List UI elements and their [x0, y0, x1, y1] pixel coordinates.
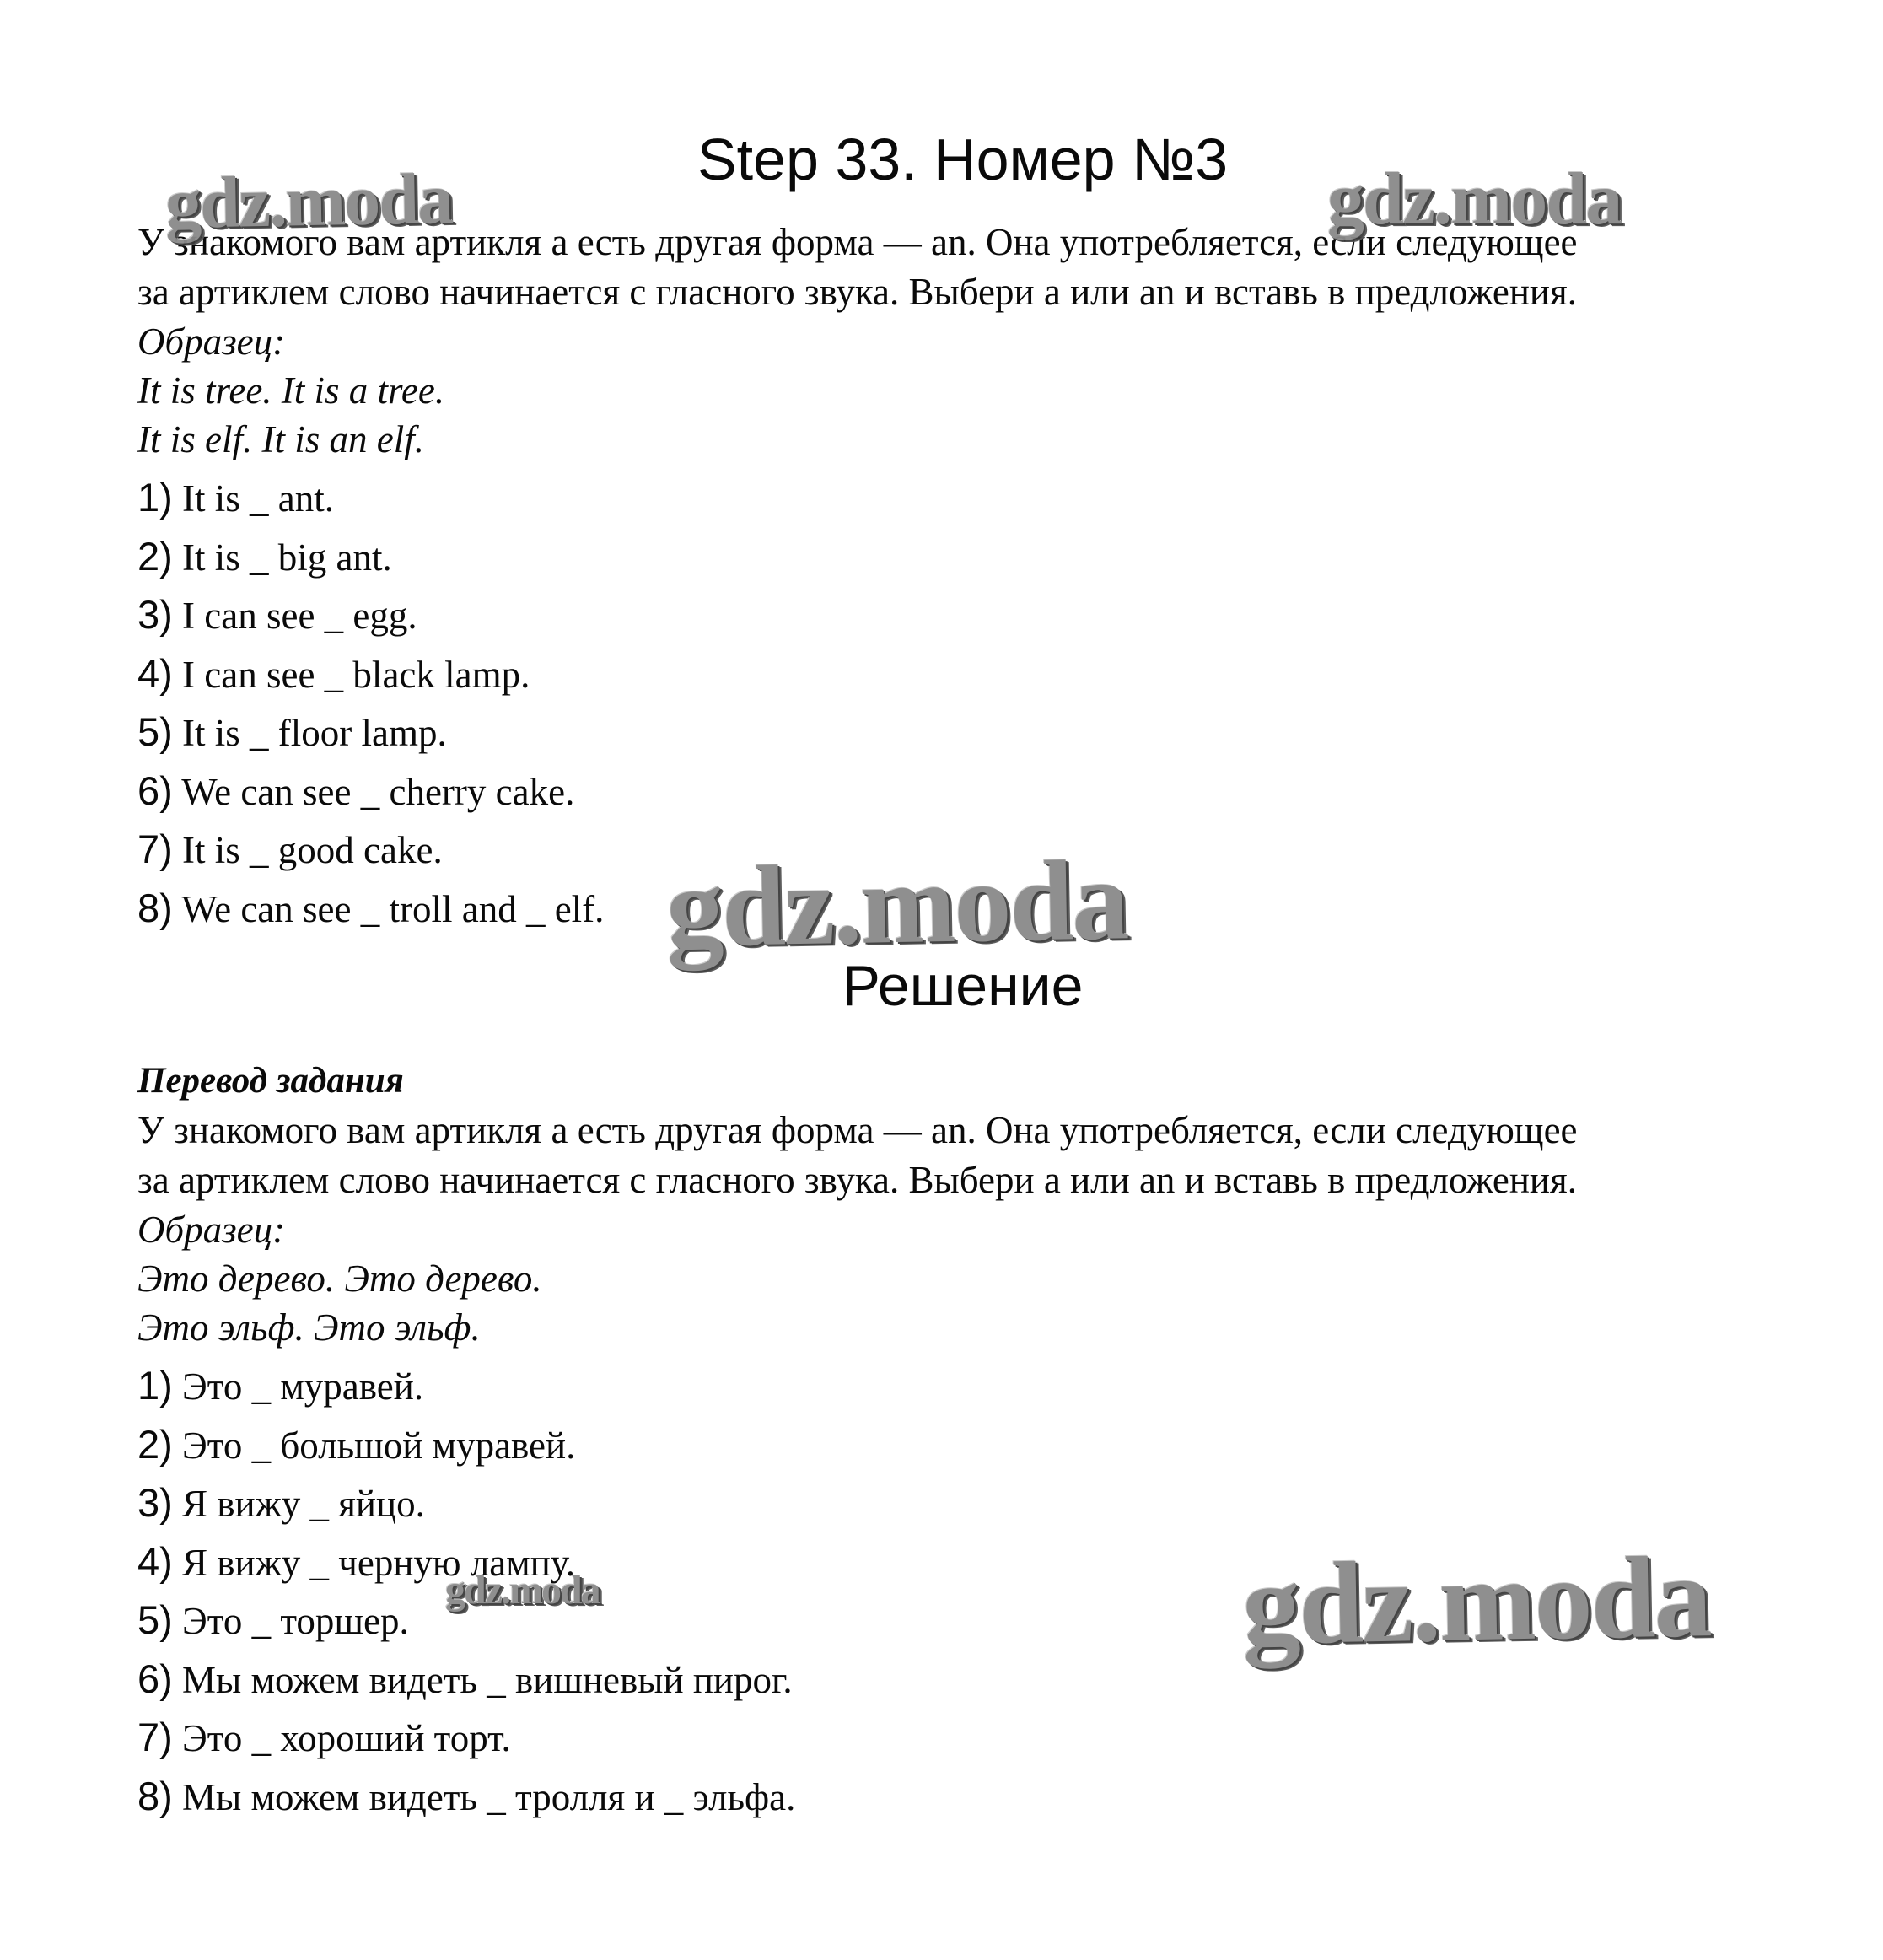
item-number: 5) [137, 709, 173, 754]
task-item-4 [137, 645, 1824, 704]
item-number: 4) [137, 1538, 173, 1584]
task-item-6 [137, 762, 1824, 821]
item-number: 4) [137, 650, 173, 696]
solution-item-8 [137, 1768, 1824, 1827]
watermark-logo: gdz.moda [1327, 159, 1622, 240]
item-text: Мы можем видеть _ вишневый пирог. [172, 1658, 793, 1701]
solution-item-2 [137, 1416, 1824, 1475]
translation-label: Перевод задания [137, 1061, 404, 1101]
solution-item-3 [137, 1474, 1824, 1533]
item-number: 2) [137, 533, 173, 579]
item-text: I can see _ egg. [172, 595, 417, 637]
task-instruction-line-2: за артиклем слово начинается с гласного звука. Выбери a или an и вставь в предложения. [137, 271, 1577, 313]
item-number: 1) [137, 475, 173, 520]
solution-heading: Решение [842, 954, 1084, 1018]
solution-sample-label: Образец: [137, 1209, 286, 1251]
task-sample-line-2: It is elf. It is an elf. [137, 418, 424, 460]
item-number: 2) [137, 1421, 173, 1467]
item-number: 6) [137, 767, 173, 813]
item-text: Это _ торшер. [172, 1600, 409, 1642]
task-sample-line-1: It is tree. It is a tree. [137, 369, 445, 412]
item-text: Я вижу _ яйцо. [172, 1483, 425, 1525]
solution-item-1 [137, 1357, 1824, 1416]
item-number: 7) [137, 827, 173, 871]
solution-instruction-line-1: У знакомого вам артикля a есть другая форма — an. Она употребляется, если следующее [137, 1109, 1578, 1151]
item-number: 6) [137, 1656, 173, 1701]
item-text: We can see _ cherry cake. [172, 770, 575, 813]
solution-sample-line-1: Это дерево. Это дерево. [137, 1257, 542, 1300]
watermark-logo: gdz.moda [164, 158, 453, 244]
item-text: Мы можем видеть _ тролля и _ эльфа. [172, 1775, 796, 1818]
item-number: 1) [137, 1363, 173, 1408]
task-item-5 [137, 703, 1824, 762]
solution-item-7 [137, 1709, 1824, 1768]
solution-sample-line-2: Это эльф. Это эльф. [137, 1306, 481, 1349]
item-number: 3) [137, 1480, 173, 1525]
item-text: It is _ floor lamp. [172, 712, 447, 754]
task-item-2 [137, 528, 1824, 587]
item-text: It is _ big ant. [172, 536, 392, 579]
item-text: Я вижу _ черную лампу. [172, 1541, 576, 1584]
item-number: 5) [137, 1597, 173, 1642]
item-number: 7) [137, 1715, 173, 1759]
item-number: 3) [137, 592, 173, 637]
task-sample-label: Образец: [137, 320, 286, 363]
task-section [137, 218, 1824, 938]
task-item-1 [137, 469, 1824, 528]
item-text: It is _ ant. [172, 477, 335, 520]
solution-section [137, 1057, 1824, 1826]
item-text: Это _ большой муравей. [172, 1424, 576, 1467]
item-text: Это _ муравей. [172, 1365, 424, 1408]
watermark-logo: gdz.moda [1240, 1532, 1712, 1669]
item-number: 8) [137, 1773, 173, 1818]
page-title: Step 33. Номер №3 [697, 127, 1229, 192]
item-text: I can see _ black lamp. [172, 653, 530, 696]
task-item-3 [137, 586, 1824, 645]
watermark-logo: gdz.moda [664, 837, 1129, 972]
item-text: It is _ good cake. [172, 829, 443, 871]
item-text: We can see _ troll and _ elf. [172, 887, 605, 930]
solution-instruction-line-2: за артиклем слово начинается с гласного звука. Выбери a или an и вставь в предложения. [137, 1159, 1577, 1201]
item-number: 8) [137, 885, 173, 930]
task-instruction-line-1: У знакомого вам артикля a есть другая форма — an. Она употребляется, если следующее [137, 221, 1578, 263]
watermark-logo: gdz.moda [445, 1568, 600, 1613]
item-text: Это _ хороший торт. [172, 1717, 511, 1759]
